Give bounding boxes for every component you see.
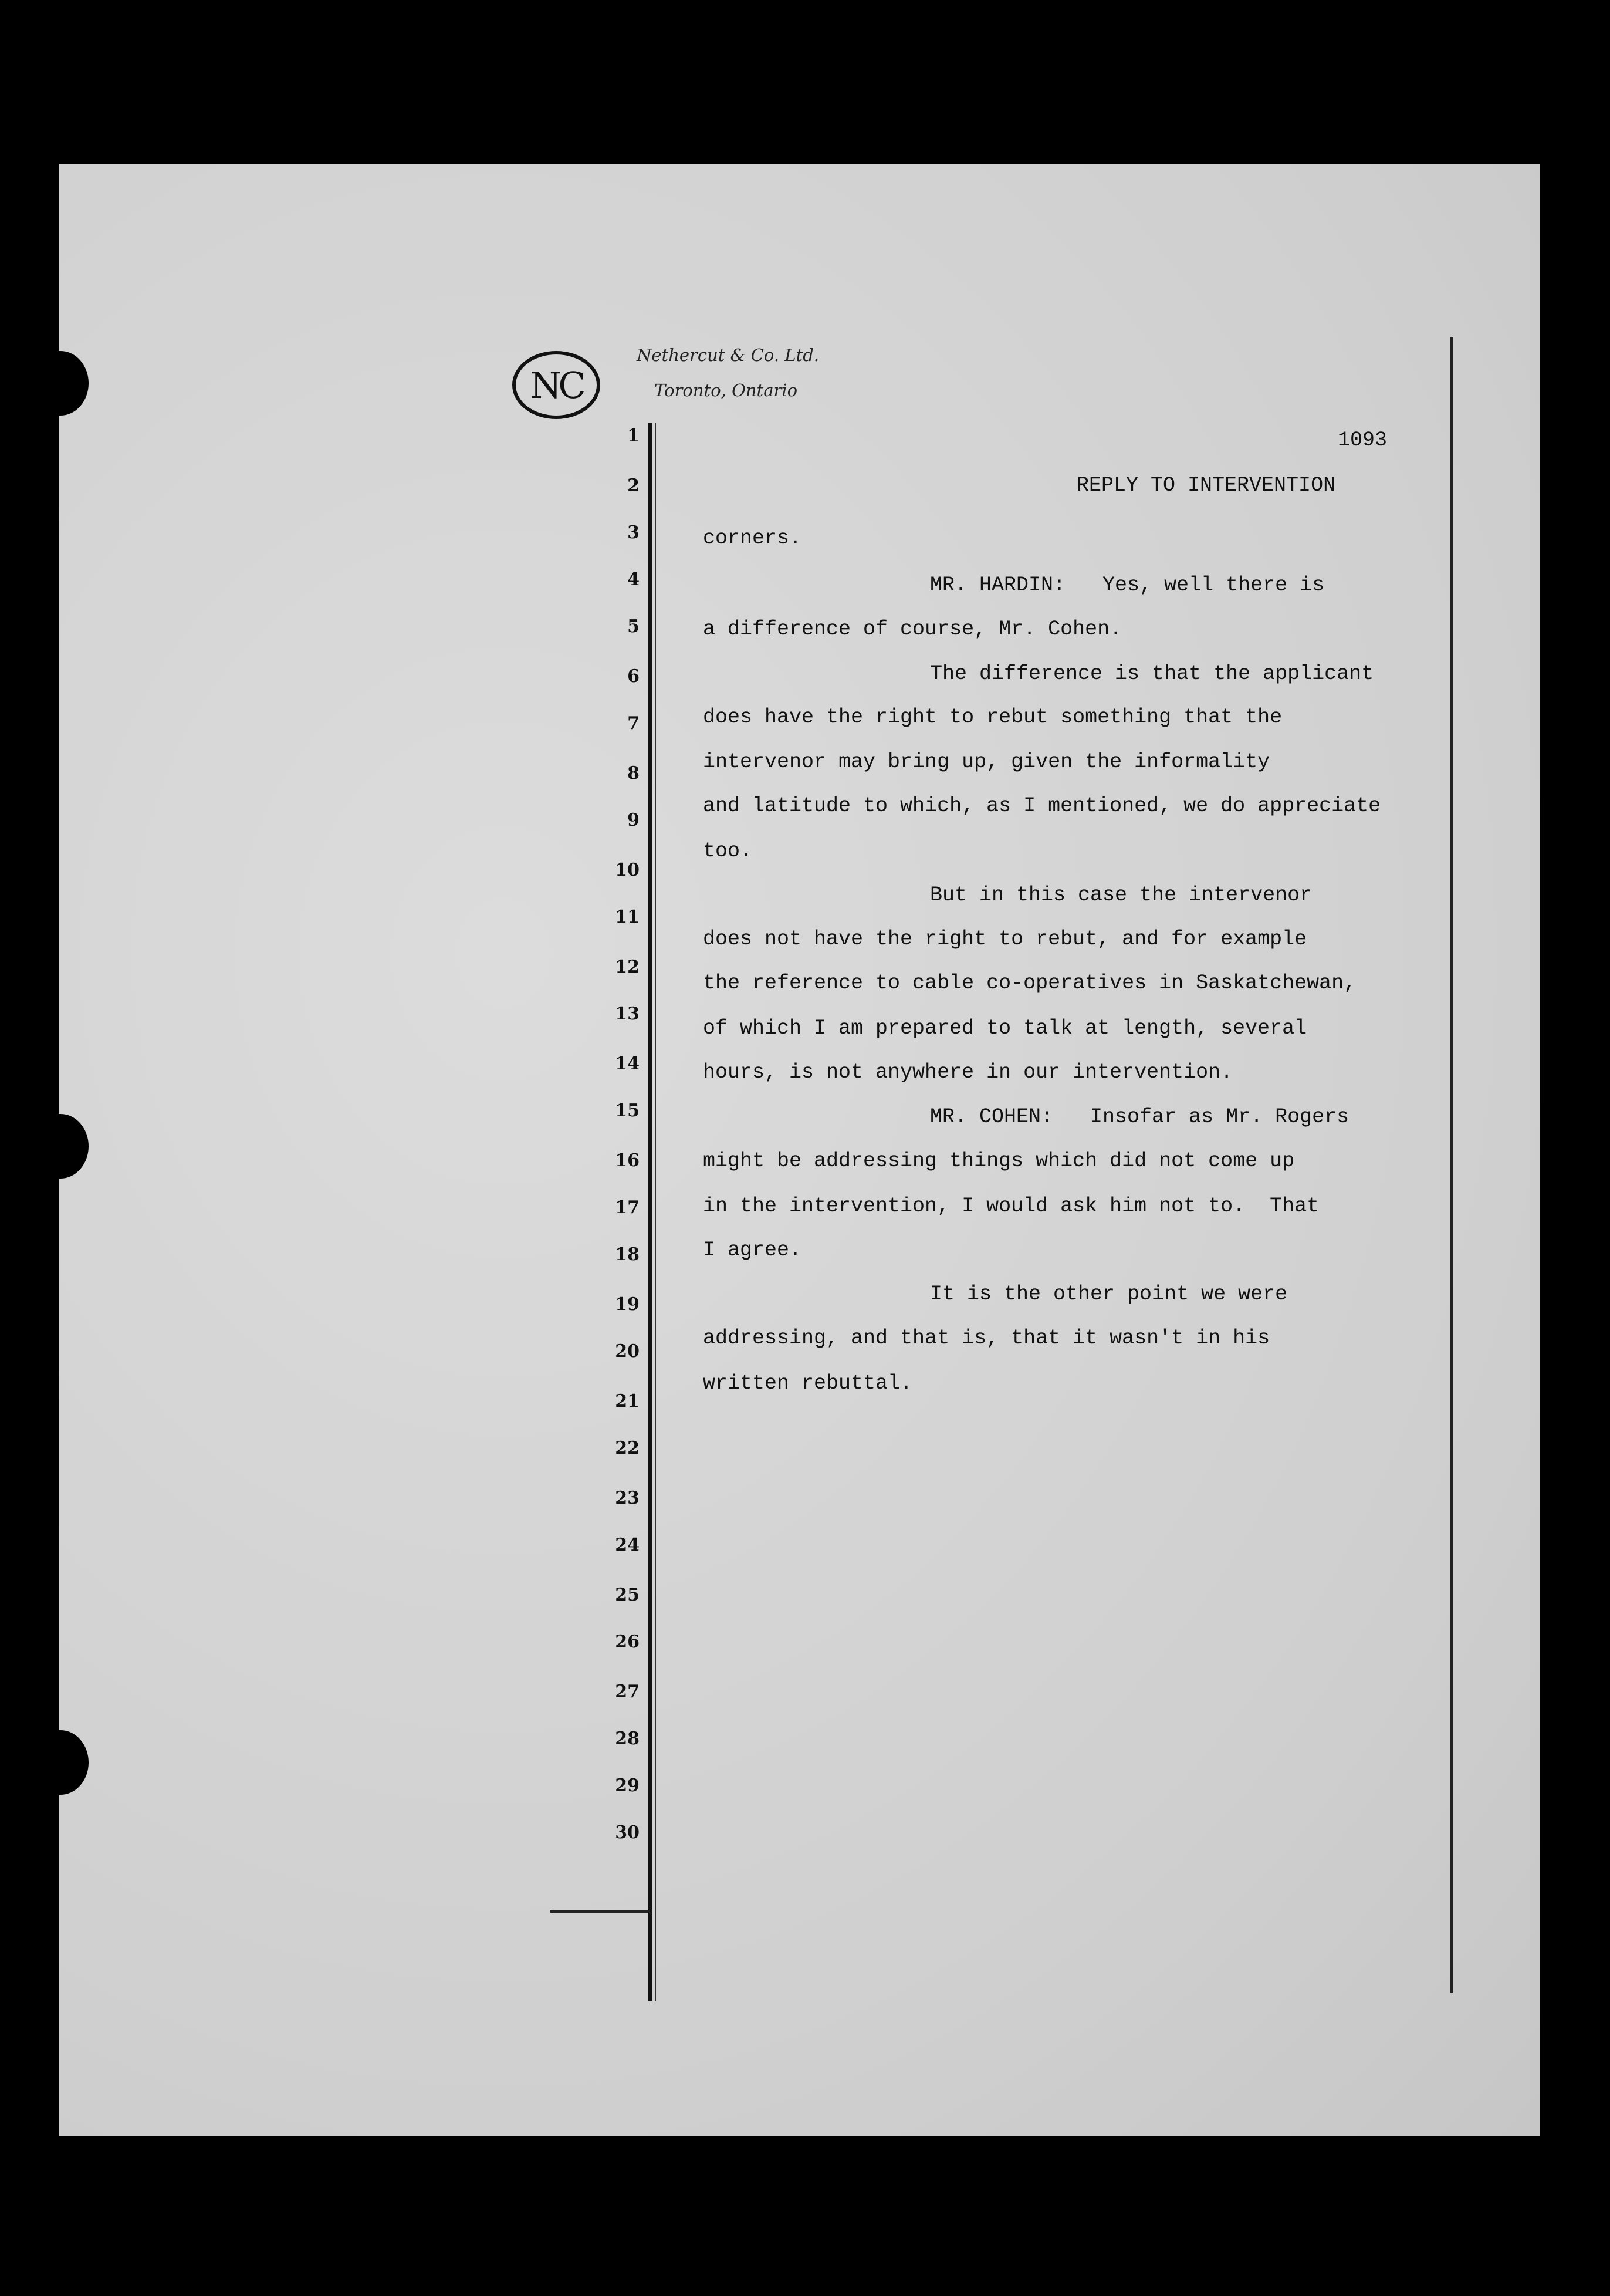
line-number: 7 <box>627 713 640 734</box>
nc-logo <box>512 351 600 419</box>
transcript-line: intervenor may bring up, given the informality <box>703 750 1270 774</box>
letterhead-city: Toronto, Ontario <box>654 380 798 400</box>
logo-mark: NC <box>530 363 583 407</box>
margin-rule <box>648 423 652 2001</box>
binder-hole <box>59 1114 89 1179</box>
line-number: 14 <box>615 1054 640 1074</box>
line-number: 6 <box>627 666 640 687</box>
transcript-line: I agree. <box>703 1238 802 1262</box>
transcript-line: and latitude to which, as I mentioned, we do appreciate <box>703 794 1381 818</box>
line-number: 2 <box>627 475 640 496</box>
transcript-line: written rebuttal. <box>703 1372 913 1395</box>
transcript-page <box>59 164 1540 2136</box>
transcript-line: the reference to cable co-operatives in Saskatchewan, <box>703 971 1357 995</box>
line-number: 24 <box>615 1535 640 1555</box>
transcript-line: MR. HARDIN: Yes, well there is <box>930 573 1325 597</box>
line-number: 23 <box>615 1488 640 1508</box>
transcript-line: of which I am prepared to talk at length, several <box>703 1017 1307 1040</box>
margin-rule-thin <box>655 423 656 2001</box>
line-number: 11 <box>615 907 640 927</box>
line-number: 8 <box>627 763 640 784</box>
line-number: 26 <box>615 1632 640 1652</box>
letterhead-company: Nethercut & Co. Ltd. <box>637 345 819 365</box>
transcript-line: too. <box>703 839 753 863</box>
transcript-line: corners. <box>703 526 802 550</box>
transcript-line: But in this case the intervenor <box>930 883 1313 907</box>
line-number: 19 <box>615 1294 640 1315</box>
transcript-line: hours, is not anywhere in our intervention. <box>703 1061 1233 1084</box>
binder-hole <box>59 351 89 416</box>
line-number: 10 <box>615 860 640 880</box>
line-number: 1 <box>627 426 640 446</box>
line-number: 20 <box>615 1341 640 1362</box>
transcript-line: does have the right to rebut something that the <box>703 705 1283 729</box>
line-number: 5 <box>627 616 640 637</box>
transcript-line: The difference is that the applicant <box>930 662 1374 686</box>
transcript-line: does not have the right to rebut, and for example <box>703 927 1307 951</box>
line-number: 3 <box>627 522 640 543</box>
section-header: REPLY TO INTERVENTION <box>1077 474 1336 497</box>
line-number: 9 <box>627 810 640 830</box>
right-margin-rule <box>1450 337 1453 1993</box>
line-number: 25 <box>615 1585 640 1605</box>
line-number: 16 <box>615 1150 640 1171</box>
line-number: 4 <box>627 569 640 590</box>
line-number: 12 <box>615 957 640 977</box>
line-number: 22 <box>615 1438 640 1458</box>
line-number: 21 <box>615 1391 640 1412</box>
transcript-line: a difference of course, Mr. Cohen. <box>703 617 1122 641</box>
line-number: 17 <box>615 1197 640 1218</box>
line-number: 13 <box>615 1004 640 1024</box>
transcript-line: addressing, and that is, that it wasn't in his <box>703 1326 1270 1350</box>
transcript-line: in the intervention, I would ask him not to. That <box>703 1194 1320 1218</box>
transcript-line: might be addressing things which did not come up <box>703 1149 1295 1173</box>
transcript-line: MR. COHEN: Insofar as Mr. Rogers <box>930 1105 1349 1129</box>
line-number: 29 <box>615 1775 640 1796</box>
line-number: 28 <box>615 1728 640 1749</box>
bottom-rule <box>550 1910 650 1913</box>
line-number: 18 <box>615 1244 640 1265</box>
line-number: 30 <box>615 1822 640 1843</box>
binder-hole <box>59 1730 89 1795</box>
line-number: 27 <box>615 1682 640 1702</box>
page-number: 1093 <box>1338 428 1388 452</box>
line-number: 15 <box>615 1100 640 1121</box>
transcript-line: It is the other point we were <box>930 1282 1288 1306</box>
